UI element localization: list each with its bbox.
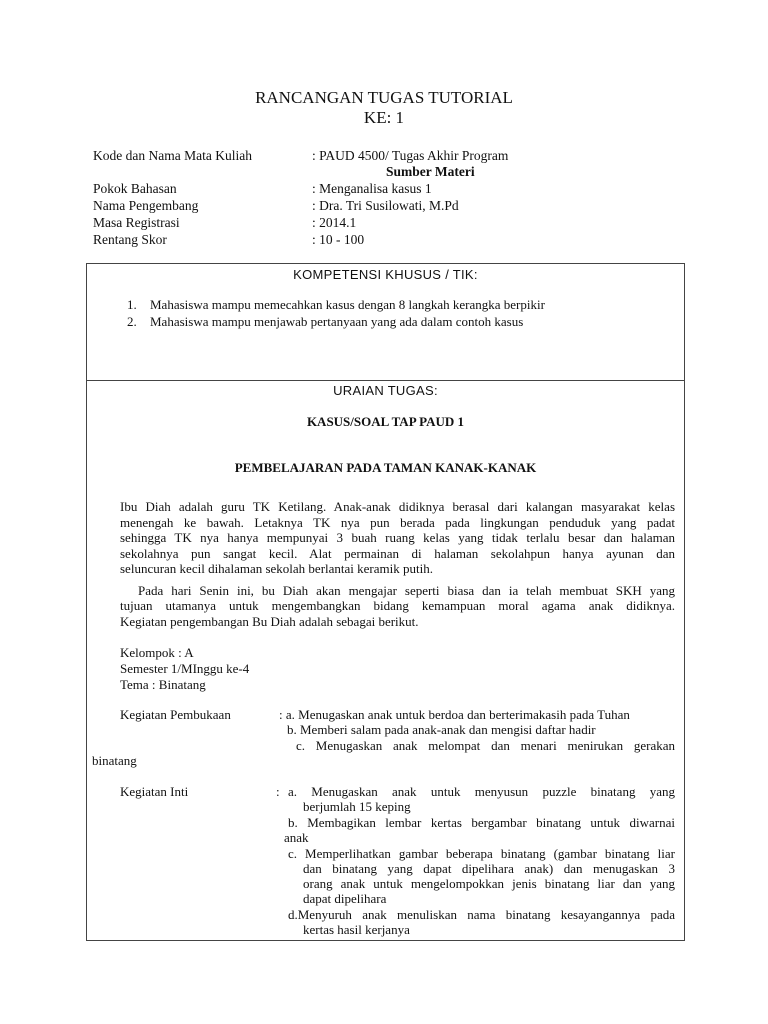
inti-c-cont-1: dan binatang yang dapat dipelihara anak) dan menugaskan 3 [303,861,675,876]
inti-c-cont-3: dapat dipelihara [303,891,387,906]
inti-a-cont: berjumlah 15 keping [303,799,411,814]
case-subtitle: PEMBELAJARAN PADA TAMAN KANAK-KANAK [234,460,537,475]
info-value-kode: : PAUD 4500/ Tugas Akhir Program [312,148,509,163]
inti-b-cont: anak [284,830,309,845]
para2-line-1: Pada hari Senin ini, bu Diah akan mengajar seperti biasa dan ia telah membuat SKH yang [138,583,675,598]
info-label-pengembang: Nama Pengembang [93,198,199,213]
table-divider [86,380,685,381]
para2-line-3: Kegiatan pengembangan Bu Diah adalah sebagai berikut. [120,614,419,629]
pembukaan-b: b. Memberi salam pada anak-anak dan mengisi daftar hadir [287,722,596,737]
para1-line-3: sehingga TK nya hanya mempunyai 3 buah ruang kelas yang tidak terlalu besar dan halaman [120,530,675,545]
inti-d: d.Menyuruh anak menuliskan nama binatang kesayangannya pada [288,907,675,922]
para2-line-2: tujuan utamanya untuk mengembangkan bidang kemampuan moral agama anak didiknya. [120,598,675,613]
inti-c-cont-2: orang anak untuk mengelompokkan jenis binatang liar dan yang [303,876,675,891]
inti-b: b. Membagikan lembar kertas bergambar binatang untuk diwarnai [288,815,675,830]
case-title: KASUS/SOAL TAP PAUD 1 [306,414,465,429]
document-subtitle: KE: 1 [363,108,405,127]
info-value-sumber-materi: Sumber Materi [386,164,475,179]
info-value-skor: : 10 - 100 [312,232,365,247]
kompetensi-num-2: 2. [127,314,137,329]
para1-line-2: menengah ke bawah. Letaknya TK nya pun berada pada lingkungan penduduk yang padat [120,515,675,530]
pembukaan-c-cont: binatang [92,753,137,768]
kompetensi-num-1: 1. [127,297,137,312]
para1-line-4: sekolahnya pun sangat kecil. Alat permainan di halaman sekolahpun hanya ayunan dan [120,546,675,561]
info-label-skor: Rentang Skor [93,232,167,247]
inti-a: a. Menugaskan anak untuk menyusun puzzle binatang yang [288,784,675,799]
semester: Semester 1/MInggu ke-4 [120,661,250,676]
info-value-pokok: : Menganalisa kasus 1 [312,181,432,196]
para1-line-1: Ibu Diah adalah guru TK Ketilang. Anak-anak didiknya berasal dari kalangan masyarakat kelas [120,499,675,514]
info-label-pokok: Pokok Bahasan [93,181,177,196]
kompetensi-item-1: Mahasiswa mampu memecahkan kasus dengan 8 langkah kerangka berpikir [150,297,545,312]
info-value-registrasi: : 2014.1 [312,215,357,230]
pembukaan-c: c. Menugaskan anak melompat dan menari menirukan gerakan [296,738,675,753]
info-label-kode: Kode dan Nama Mata Kuliah [93,148,252,163]
pembukaan-a: : a. Menugaskan anak untuk berdoa dan berterimakasih pada Tuhan [279,707,630,722]
inti-c: c. Memperlihatkan gambar beberapa binatang (gambar binatang liar [288,846,675,861]
pembukaan-label: Kegiatan Pembukaan [120,707,231,722]
uraian-heading: URAIAN TUGAS: [333,383,438,398]
para1-line-5: seluncuran kecil dihalaman sekolah berlantai keramik putih. [120,561,433,576]
inti-d-cont: kertas hasil kerjanya [303,922,410,937]
inti-colon: : [276,784,280,799]
kompetensi-heading: KOMPETENSI KHUSUS / TIK: [293,267,478,282]
info-label-registrasi: Masa Registrasi [93,215,180,230]
document-title: RANCANGAN TUGAS TUTORIAL [255,88,513,107]
inti-label: Kegiatan Inti [120,784,189,799]
tema: Tema : Binatang [120,677,206,692]
kelompok: Kelompok : A [120,645,194,660]
kompetensi-item-2: Mahasiswa mampu menjawab pertanyaan yang ada dalam contoh kasus [150,314,524,329]
info-value-pengembang: : Dra. Tri Susilowati, M.Pd [312,198,459,213]
